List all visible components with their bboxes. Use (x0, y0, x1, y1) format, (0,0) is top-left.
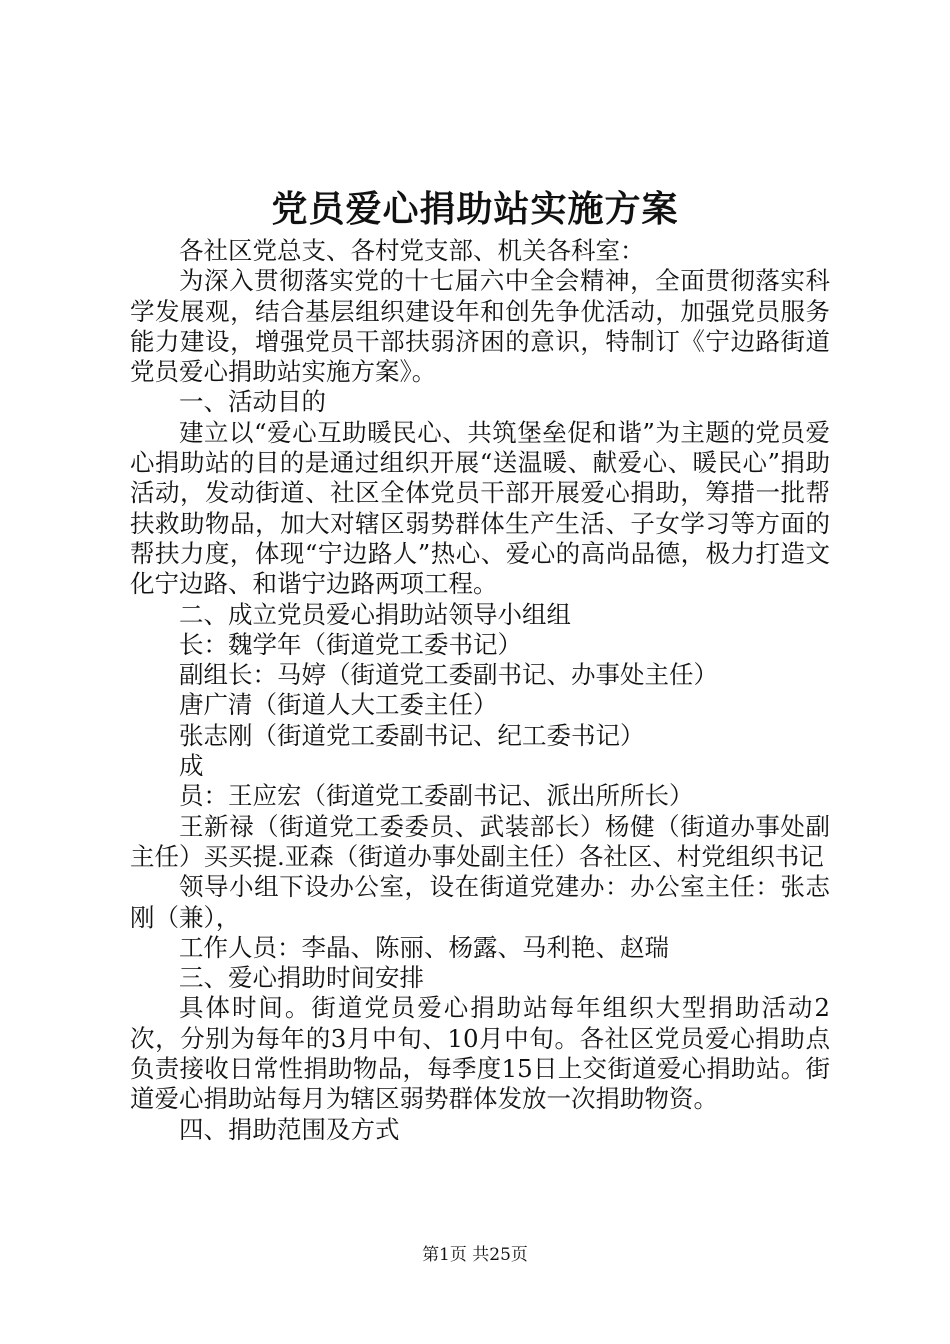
section-heading-4: 四、捐助范围及方式 (179, 1114, 400, 1144)
deputy-leader-line-2: 唐广清（街道人大工委主任） (179, 690, 498, 720)
member-paragraph-2: 王新禄（街道党工委委员、武装部长）杨健（街道办事处副主任）买买提.亚森（街道办事处副主任）各社区、村党组织书记 (130, 811, 830, 871)
document-title: 党员爱心捐助站实施方案 (271, 188, 679, 230)
intro-paragraph: 为深入贯彻落实党的十七届六中全会精神，全面贯彻落实科学发展观，结合基层组织建设年和创先争优活动，加强党员服务能力建设，增强党员干部扶弱济困的意识，特制订《宁边路街道党员爱心捐助站实施方案》。 (130, 266, 830, 387)
deputy-leader-line-3: 张志刚（街道党工委副书记、纪工委书记） (179, 720, 645, 750)
office-paragraph: 领导小组下设办公室，设在街道党建办：办公室主任：张志刚（兼）， (130, 872, 830, 932)
section-heading-2: 二、成立党员爱心捐助站领导小组组 (179, 599, 571, 629)
leader-line: 长：魏学年（街道党工委书记） (179, 629, 522, 659)
section-heading-1: 一、活动目的 (179, 387, 326, 417)
document-body (130, 236, 830, 1145)
purpose-paragraph: 建立以“爱心互助暖民心、共筑堡垒促和谐”为主题的党员爱心捐助站的目的是通过组织开展“送温暖、献爱心、暖民心”捐助活动，发动街道、社区全体党员干部开展爱心捐助，筹措一批帮扶救助物品，加大对辖区弱势群体生产生活、子女学习等方面的帮扶力度，体现“宁边路人”热心、爱心的高尚品德，极力打造文化宁边路、和谐宁边路两项工程。 (130, 417, 830, 599)
schedule-paragraph: 具体时间。街道党员爱心捐助站每年组织大型捐助活动2次，分别为每年的3月中旬、10月中旬。各社区党员爱心捐助点负责接收日常性捐助物品，每季度15日上交街道爱心捐助站。街道爱心捐助站每月为辖区弱势群体发放一次捐助物资。 (130, 993, 830, 1114)
members-label-line: 成 (179, 751, 204, 781)
member-line-1: 员：王应宏（街道党工委副书记、派出所所长） (179, 781, 694, 811)
deputy-leader-line: 副组长：马婷（街道党工委副书记、办事处主任） (179, 660, 718, 690)
salutation-paragraph: 各社区党总支、各村党支部、机关各科室： (179, 236, 645, 265)
section-heading-3: 三、爱心捐助时间安排 (179, 963, 424, 993)
staff-line: 工作人员：李晶、陈丽、杨露、马利艳、赵瑞 (179, 932, 669, 962)
page-number-footer: 第1页 共25页 (422, 1245, 528, 1265)
